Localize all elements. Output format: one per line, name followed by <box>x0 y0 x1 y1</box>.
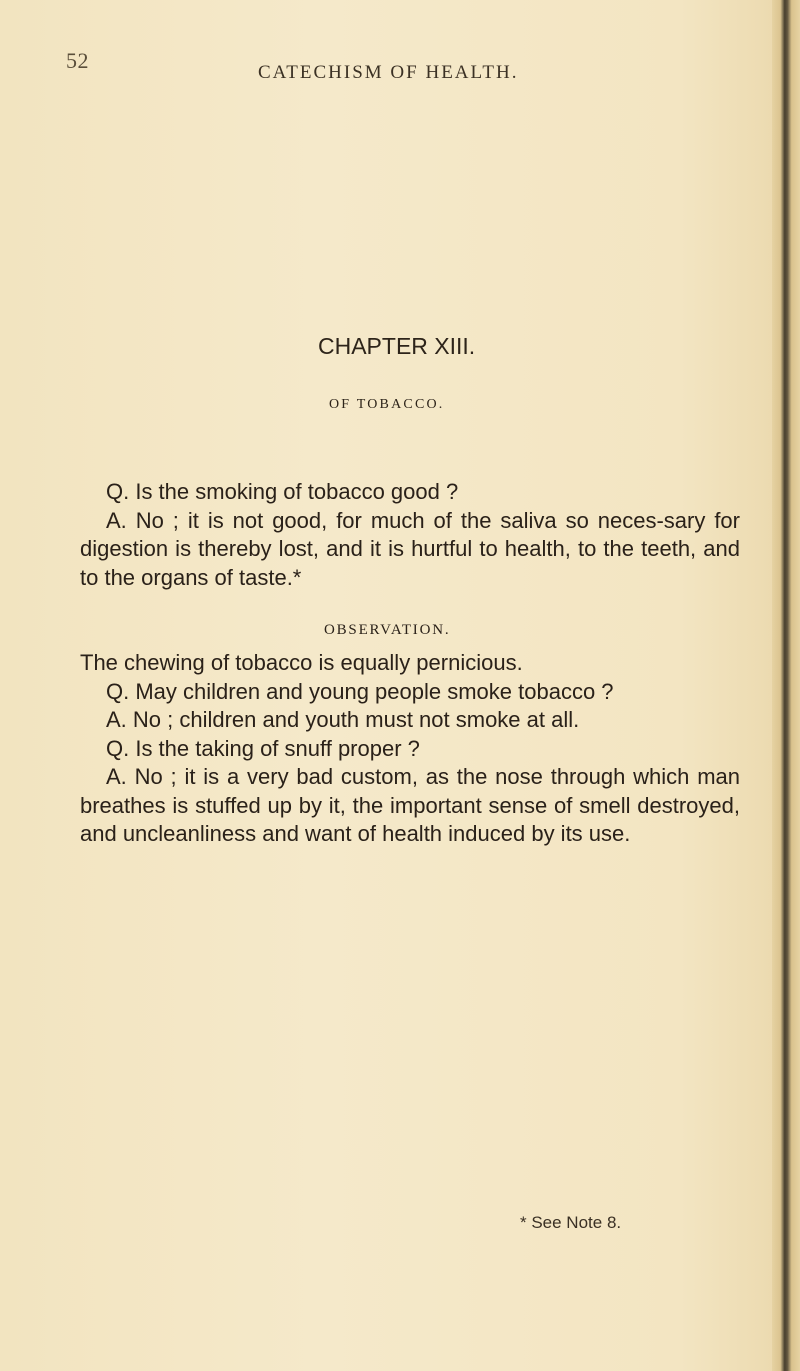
running-title: CATECHISM OF HEALTH. <box>258 62 519 83</box>
answer-children: A. No ; children and youth must not smoke at all. <box>106 707 580 732</box>
qa-block-observation <box>80 649 740 849</box>
observation-text: The chewing of tobacco is equally pernicious. <box>80 650 523 675</box>
qa-block-smoking <box>80 478 740 592</box>
question-smoking: Q. Is the smoking of tobacco good ? <box>106 479 459 504</box>
observation-heading: OBSERVATION. <box>324 622 451 638</box>
chapter-title: CHAPTER XIII. <box>318 333 476 359</box>
answer-smoking: A. No ; it is not good, for much of the saliva so neces-sary for digestion is thereby lost, and it is hurtful to health, to the teeth, and to the organs of taste.* <box>80 507 740 590</box>
question-snuff: Q. Is the taking of snuff proper ? <box>106 735 420 761</box>
answer-snuff: A. No ; it is a very bad custom, as the nose through which man breathes is stuffed up by it, the important sense of smell destroyed, and uncleanliness and want of health induced by its use. <box>80 764 740 846</box>
question-children: Q. May children and young people smoke tobacco ? <box>106 678 614 704</box>
footnote: * See Note 8. <box>520 1213 622 1232</box>
page-number: 52 <box>66 48 89 73</box>
page-edge <box>772 0 800 1371</box>
section-title: OF TOBACCO. <box>329 397 445 412</box>
